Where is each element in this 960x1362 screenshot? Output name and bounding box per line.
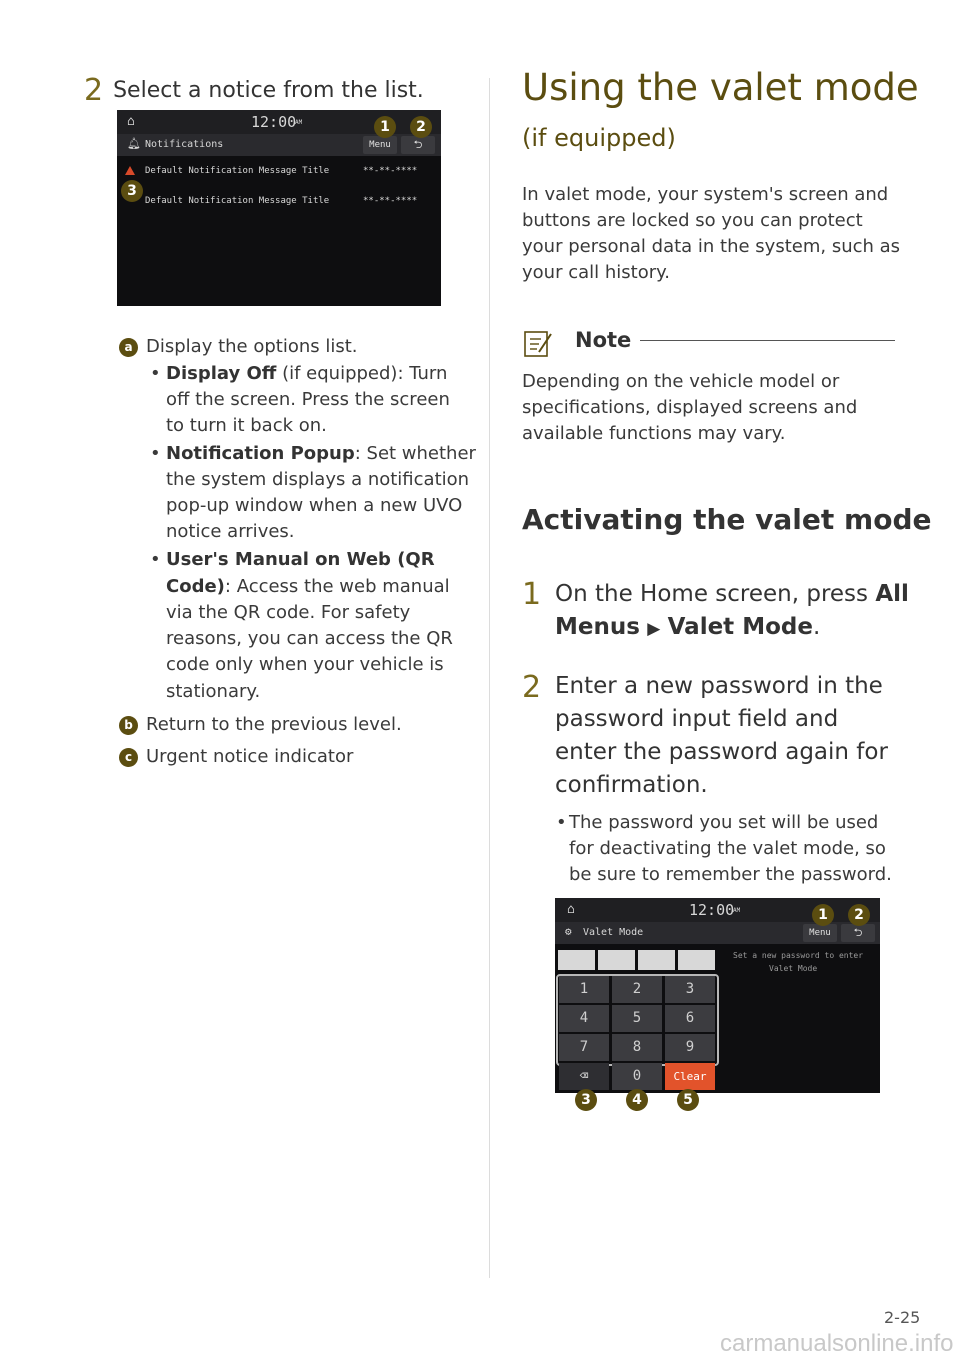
callout-2: 2: [848, 904, 870, 926]
option-desc-line: off the screen. Press the screen: [166, 389, 450, 410]
option-desc: (if equipped): Turn: [276, 363, 448, 384]
hint-line: Set a new password to enter: [733, 951, 864, 960]
legend-marker-a: a: [119, 338, 138, 357]
option-desc-line: stationary.: [166, 681, 261, 702]
bullet-line: be sure to remember the password.: [569, 864, 892, 885]
urgent-warning-icon: [125, 166, 135, 175]
key-4[interactable]: 4: [559, 1005, 609, 1032]
step-text: Select a notice from the list.: [113, 78, 424, 103]
bullet-dot: •: [150, 363, 161, 384]
callout-3: 3: [575, 1089, 597, 1111]
menu-path-valet-mode: Valet Mode: [667, 614, 813, 640]
step-number: 2: [84, 73, 104, 108]
key-7[interactable]: 7: [559, 1034, 609, 1061]
section-heading: Activating the valet mode: [522, 503, 932, 536]
option-users-manual: [166, 547, 435, 573]
notice-title: Default Notification Message Title: [145, 166, 330, 176]
step-1-line1: [555, 581, 909, 607]
clock-ampm: AM: [733, 907, 741, 914]
legend-a-text: Display the options list.: [146, 336, 358, 357]
step-2-number: 2: [522, 670, 542, 705]
step-2-line: confirmation.: [555, 772, 708, 798]
hint-line: Valet Mode: [769, 964, 818, 973]
note-line: Depending on the vehicle model or: [522, 371, 840, 392]
title-bar: [555, 922, 880, 944]
key-3[interactable]: 3: [665, 976, 715, 1003]
option-desc: : Access the web manual: [224, 576, 450, 597]
step-1-line2: [555, 614, 820, 640]
notice-date: **-**-****: [363, 196, 418, 206]
bullet-line: The password you set will be used: [569, 812, 879, 833]
step-2-line: enter the password again for: [555, 739, 888, 765]
clear-button[interactable]: Clear: [665, 1063, 715, 1090]
legend-b-text: Return to the previous level.: [146, 714, 402, 735]
option-notification-popup: [166, 441, 476, 467]
option-name: Display Off: [166, 363, 277, 384]
key-2[interactable]: 2: [612, 976, 662, 1003]
password-box: [558, 950, 595, 970]
option-desc-line: pop-up window when a new UVO: [166, 495, 463, 516]
option-desc-line: notice arrives.: [166, 521, 295, 542]
page-number: 2-25: [884, 1308, 921, 1327]
bullet-line: for deactivating the valet mode, so: [569, 838, 886, 859]
arrow-right-icon: ▶: [647, 619, 661, 639]
screen-title: Valet Mode: [583, 927, 644, 938]
watermark: carmanualsonline.info: [720, 1330, 954, 1357]
backspace-key[interactable]: ⌫: [559, 1063, 609, 1090]
key-8[interactable]: 8: [612, 1034, 662, 1061]
notice-date: **-**-****: [363, 166, 418, 176]
option-name: Notification Popup: [166, 443, 355, 464]
callout-4: 4: [626, 1089, 648, 1111]
password-box: [638, 950, 675, 970]
title-bar: [117, 134, 441, 156]
callout-3: 3: [121, 180, 143, 202]
legend-marker-c: c: [119, 748, 138, 767]
option-desc: : Set whether: [354, 443, 476, 464]
notice-row[interactable]: [117, 160, 441, 186]
note-icon: [523, 328, 553, 358]
step-1-bold: All: [875, 581, 909, 607]
page-title: Using the valet mode: [522, 66, 919, 109]
menu-button[interactable]: Menu: [363, 136, 397, 154]
back-button[interactable]: ⮌: [841, 924, 875, 942]
menu-path-all-menus: Menus: [555, 614, 640, 640]
notifications-screenshot: [117, 110, 441, 306]
intro-line: your call history.: [522, 262, 670, 283]
note-line: available functions may vary.: [522, 423, 786, 444]
step-2-line: password input field and: [555, 706, 839, 732]
note-rule: [640, 340, 895, 341]
key-0[interactable]: 0: [612, 1063, 662, 1090]
home-icon: ⌂: [567, 902, 575, 917]
notice-title: Default Notification Message Title: [145, 196, 330, 206]
option-desc-line: to turn it back on.: [166, 415, 327, 436]
notice-row[interactable]: [117, 190, 441, 216]
option-name: User's Manual on Web (QR: [166, 549, 435, 570]
password-box: [678, 950, 715, 970]
option-desc-line: reasons, you can access the QR: [166, 628, 453, 649]
clock: 12:00: [251, 113, 297, 131]
legend-marker-b: b: [119, 716, 138, 735]
step-1-number: 1: [522, 577, 542, 612]
note-line: specifications, displayed screens and: [522, 397, 858, 418]
option-desc-line: via the QR code. For safety: [166, 602, 411, 623]
step-2-line: Enter a new password in the: [555, 673, 883, 699]
step-2-heading: [84, 70, 424, 108]
option-display-off: [166, 361, 447, 387]
column-divider: [489, 78, 490, 1278]
back-button[interactable]: ⮌: [401, 136, 435, 154]
home-icon: ⌂: [127, 114, 135, 129]
option-name: Code): [166, 576, 225, 597]
screen-title: Notifications: [145, 139, 224, 150]
option-desc-line: code only when your vehicle is: [166, 654, 444, 675]
valet-mode-screenshot: [555, 898, 880, 1093]
step-1-period: .: [812, 614, 821, 640]
bell-icon: 🔔︎: [127, 137, 141, 150]
bullet-dot: •: [150, 443, 161, 464]
bullet-dot: •: [150, 549, 161, 570]
intro-line: your personal data in the system, such as: [522, 236, 901, 257]
menu-button[interactable]: Menu: [803, 924, 837, 942]
key-5[interactable]: 5: [612, 1005, 662, 1032]
note-label: Note: [575, 328, 632, 352]
key-6[interactable]: 6: [665, 1005, 715, 1032]
key-1[interactable]: 1: [559, 976, 609, 1003]
callout-5: 5: [677, 1089, 699, 1111]
option-desc-line: the system displays a notification: [166, 469, 470, 490]
callout-1: 1: [374, 116, 396, 138]
clock-ampm: AM: [295, 119, 303, 126]
password-box: [598, 950, 635, 970]
key-9[interactable]: 9: [665, 1034, 715, 1061]
step-1-text: On the Home screen, press: [555, 581, 876, 607]
callout-2: 2: [410, 116, 432, 138]
page-subtitle: (if equipped): [522, 124, 676, 152]
bullet-dot: •: [556, 812, 567, 833]
callout-1: 1: [812, 904, 834, 926]
intro-line: In valet mode, your system's screen and: [522, 184, 889, 205]
option-desc-line: [166, 574, 450, 600]
intro-line: buttons are locked so you can protect: [522, 210, 863, 231]
clock: 12:00: [689, 901, 735, 919]
gear-icon: ⚙: [565, 925, 572, 938]
legend-c-text: Urgent notice indicator: [146, 746, 354, 767]
